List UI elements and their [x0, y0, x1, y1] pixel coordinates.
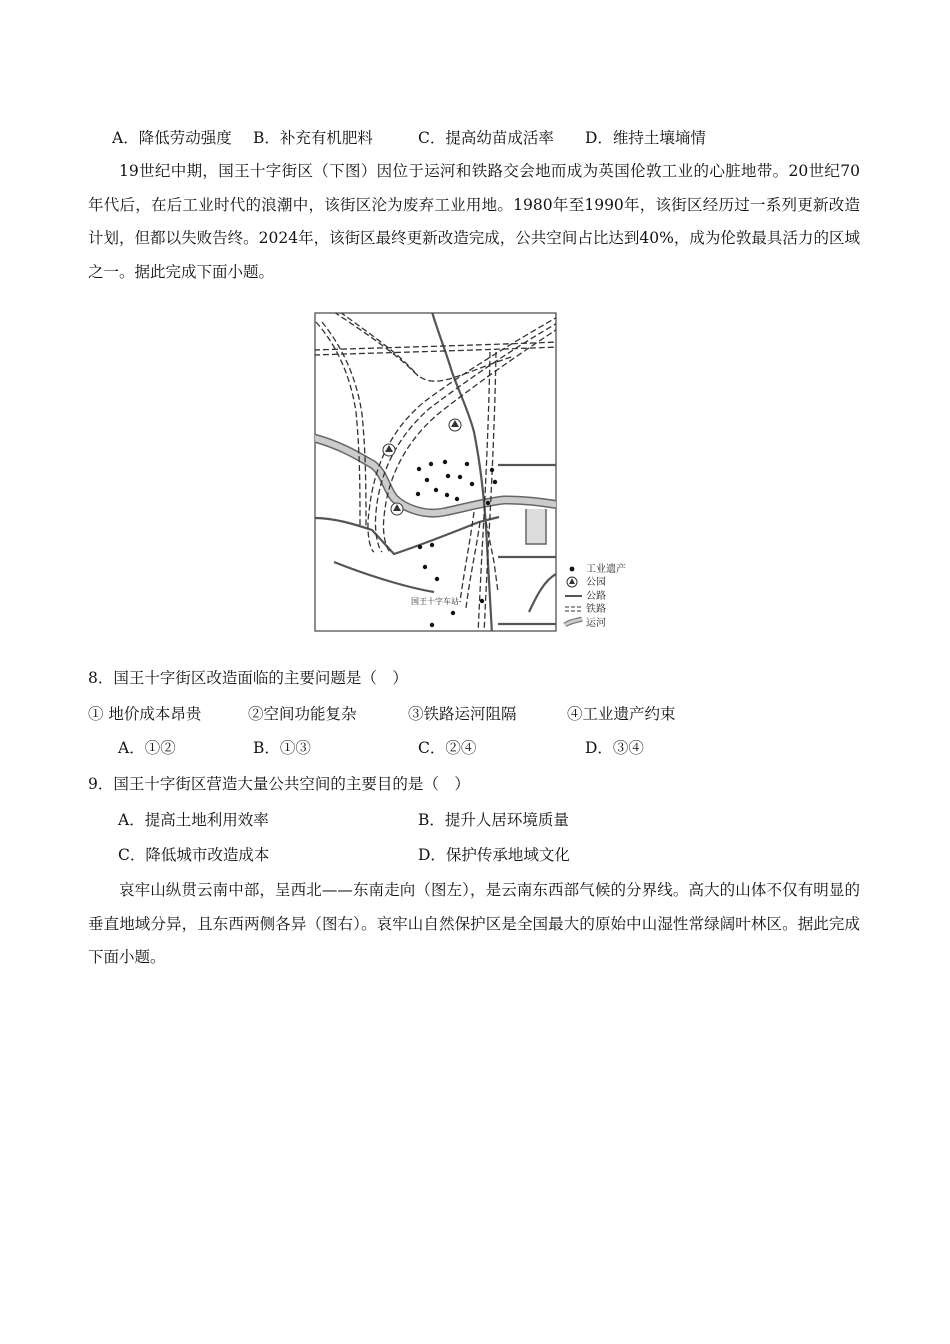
q7-option-d: D．维持土壤墒情	[585, 129, 706, 147]
q7-option-b: B．补充有机肥料	[253, 129, 373, 147]
legend-railway-label: 铁路	[586, 604, 606, 615]
legend-road-label: 公路	[586, 591, 606, 602]
intro-paragraph-kings-cross: 19世纪中期，国王十字街区（下图）因位于运河和铁路交会地而成为英国伦敦工业的心脏地带。20世纪70年代后，在后工业时代的浪潮中，该街区沦为废弃工业用地。1980年至1990年，该街区经历过一系列更新改造计划，但都以失败告终。2024年，该街区最终更新改造完成，公共空间占比达到40%，成为伦敦最具活力的区域之一。据此完成下面小题。	[88, 162, 860, 281]
legend-canal-label: 运河	[586, 618, 606, 629]
q8-item-2: ②空间功能复杂	[248, 705, 357, 723]
park-icon	[449, 419, 461, 431]
q9-option-c: C．降低城市改造成本	[118, 846, 270, 864]
q8-option-b: B．①③	[253, 739, 311, 757]
q8-option-a: A．①②	[118, 739, 176, 757]
park-icon	[391, 503, 403, 515]
q9-stem: 9．国王十字街区营造大量公共空间的主要目的是（ ）	[88, 775, 470, 793]
q7-option-a: A．降低劳动强度	[112, 129, 232, 147]
q8-item-4: ④工业遗产约束	[567, 705, 676, 723]
legend-heritage-label: 工业遗产	[586, 564, 626, 575]
q9-option-a: A．提高土地利用效率	[118, 811, 269, 829]
q8-option-c: C．②④	[418, 739, 477, 757]
map-frame	[315, 313, 556, 631]
q8-item-3: ③铁路运河阻隔	[408, 705, 517, 723]
kings-cross-map	[314, 312, 644, 634]
station-label: 国王十字车站	[411, 597, 459, 606]
intro-paragraph-ailao-mountain: 哀牢山纵贯云南中部，呈西北——东南走向（图左），是云南东西部气候的分界线。高大的山体不仅有明显的垂直地域分异，且东西两侧各异（图右）。哀牢山自然保护区是全国最大的原始中山湿性常绿阔叶林区。据此完成下面小题。	[88, 881, 860, 966]
q9-option-b: B．提升人居环境质量	[418, 811, 569, 829]
q8-stem: 8．国王十字街区改造面临的主要问题是（ ）	[88, 669, 408, 687]
q9-option-d: D．保护传承地域文化	[418, 846, 570, 864]
q7-option-c: C．提高幼苗成活率	[418, 129, 554, 147]
map-legend	[565, 562, 626, 629]
legend-park-label: 公园	[586, 577, 606, 588]
q8-option-d: D．③④	[585, 739, 644, 757]
q8-item-1: ① 地价成本昂贵	[88, 705, 202, 723]
park-icon	[383, 444, 395, 456]
